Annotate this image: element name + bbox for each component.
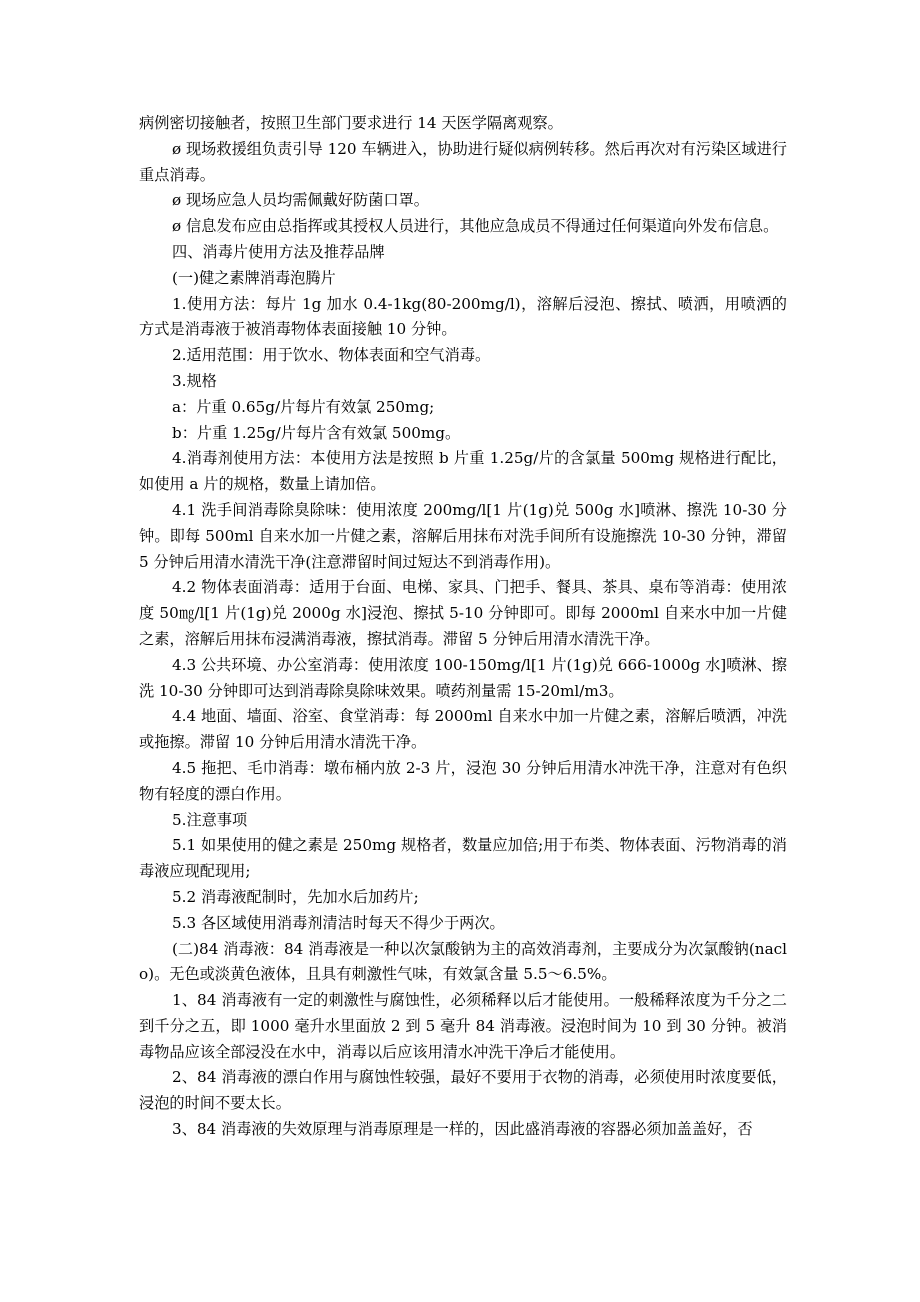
paragraph: 4.消毒剂使用方法：本使用方法是按照 b 片重 1.25g/片的含氯量 500mg 规格进行配比，如使用 a 片的规格，数量上请加倍。 [139, 449, 787, 494]
paragraph: 4.4 地面、墙面、浴室、食堂消毒：每 2000ml 自来水中加一片健之素，溶解后喷洒，冲洗或拖擦。滞留 10 分钟后用清水清洗干净。 [139, 707, 787, 752]
paragraph: 1.使用方法：每片 1g 加水 0.4-1kg(80-200mg/l)，溶解后浸泡、擦拭、喷洒，用喷洒的方式是消毒液于被消毒物体表面接触 10 分钟。 [139, 294, 787, 339]
document-page [139, 111, 787, 1143]
paragraph: (一)健之素牌消毒泡腾片 [172, 268, 336, 287]
paragraph: 病例密切接触者，按照卫生部门要求进行 14 天医学隔离观察。 [139, 114, 563, 132]
paragraph: 4.3 公共环境、办公室消毒：使用浓度 100-150mg/l[1 片(1g)兑 666-1000g 水]喷淋、擦洗 10-30 分钟即可达到消毒除臭除味效果。喷药剂量需 15-20ml/m3。 [139, 655, 787, 700]
paragraph: (二)84 消毒液：84 消毒液是一种以次氯酸钠为主的高效消毒剂，主要成分为次氯酸钠(naclo)。无色或淡黄色液体，且具有刺激性气味，有效氯含量 5.5～6.5%。 [139, 939, 787, 984]
paragraph: b：片重 1.25g/片每片含有效氯 500mg。 [172, 423, 461, 442]
paragraph: 4.1 洗手间消毒除臭除味：使用浓度 200mg/l[1 片(1g)兑 500g 水]喷淋、擦洗 10-30 分钟。即每 500ml 自来水加一片健之素，溶解后用抹布对洗手间所有设施擦洗 10-30 分钟，滞留 5 分钟后用清水清洗干净(注意滞留时间过短达不到消毒作用)。 [139, 500, 787, 571]
paragraph: 3、84 消毒液的失效原理与消毒原理是一样的，因此盛消毒液的容器必须加盖盖好，否 [172, 1120, 753, 1139]
paragraph: 4.5 拖把、毛巾消毒：墩布桶内放 2-3 片，浸泡 30 分钟后用清水冲洗干净，注意对有色织物有轻度的漂白作用。 [139, 758, 787, 803]
paragraph: 5.注意事项 [172, 810, 248, 829]
paragraph: ø 信息发布应由总指挥或其授权人员进行，其他应急成员不得通过任何渠道向外发布信息。 [172, 217, 779, 236]
paragraph: a：片重 0.65g/片每片有效氯 250mg; [172, 397, 435, 416]
paragraph: 4.2 物体表面消毒：适用于台面、电梯、家具、门把手、餐具、茶具、桌布等消毒：使用浓度 50㎎/l[1 片(1g)兑 2000g 水]浸泡、擦拭 5-10 分钟即可。即每 2000ml 自来水中加一片健之素，溶解后用抹布浸满消毒液，擦拭消毒。滞留 5 分钟后用清水清洗干净。 [139, 578, 787, 648]
paragraph: 1、84 消毒液有一定的刺激性与腐蚀性，必须稀释以后才能使用。一般稀释浓度为千分之二到千分之五，即 1000 毫升水里面放 2 到 5 毫升 84 消毒液。浸泡时间为 10 到 30 分钟。被消毒物品应该全部浸没在水中，消毒以后应该用清水冲洗干净后才能使用。 [139, 991, 787, 1061]
paragraph: ø 现场救援组负责引导 120 车辆进入，协助进行疑似病例转移。然后再次对有污染区域进行重点消毒。 [139, 139, 787, 184]
paragraph: 5.1 如果使用的健之素是 250mg 规格者，数量应加倍;用于布类、物体表面、污物消毒的消毒液应现配现用; [139, 836, 787, 881]
paragraph: ø 现场应急人员均需佩戴好防菌口罩。 [172, 191, 429, 210]
paragraph: 5.2 消毒液配制时，先加水后加药片; [172, 887, 419, 906]
paragraph: 2.适用范围：用于饮水、物体表面和空气消毒。 [172, 346, 491, 365]
paragraph: 5.3 各区域使用消毒剂清洁时每天不得少于两次。 [172, 913, 505, 932]
paragraph: 2、84 消毒液的漂白作用与腐蚀性较强，最好不要用于衣物的消毒，必须使用时浓度要低，浸泡的时间不要太长。 [139, 1068, 787, 1113]
paragraph: 四、消毒片使用方法及推荐品牌 [172, 242, 385, 261]
paragraph: 3.规格 [172, 371, 217, 390]
